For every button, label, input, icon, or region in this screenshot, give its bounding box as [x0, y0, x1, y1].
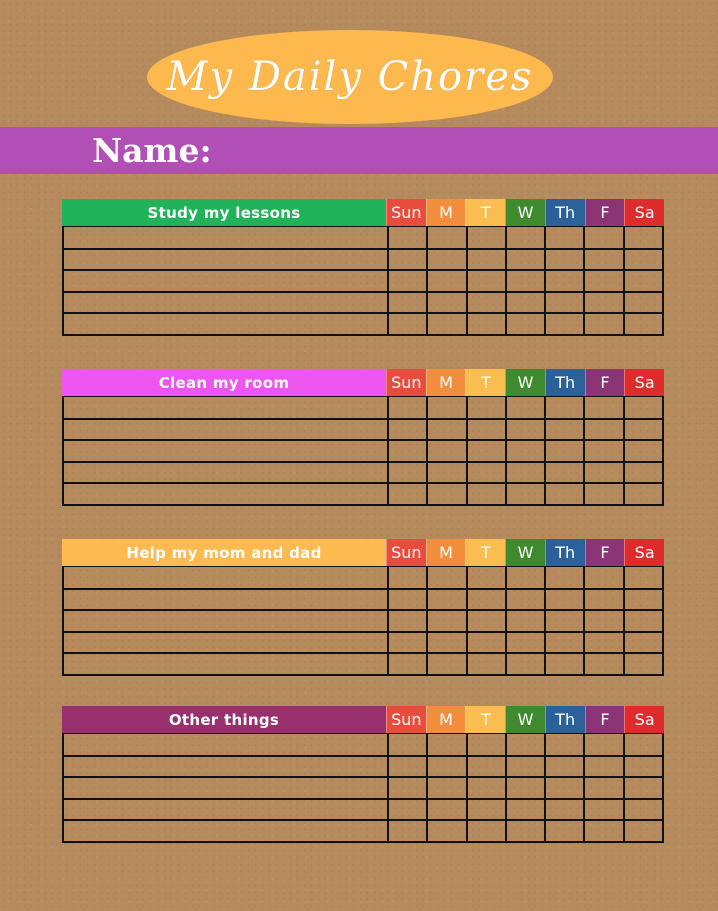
checkbox-cell[interactable] [426, 821, 465, 841]
checkbox-cell[interactable] [583, 397, 622, 418]
checkbox-cell[interactable] [387, 821, 426, 841]
checkbox-cell[interactable] [466, 611, 505, 631]
checkbox-cell[interactable] [426, 654, 465, 674]
day-header: W [505, 706, 545, 733]
checkbox-cell[interactable] [505, 271, 544, 291]
table-header [62, 369, 664, 396]
checkbox-cell[interactable] [583, 800, 622, 820]
title-oval [147, 30, 553, 124]
table-row [64, 439, 662, 461]
day-header: Sun [386, 539, 426, 566]
checkbox-cell[interactable] [583, 227, 622, 248]
chore-cell[interactable] [64, 463, 387, 483]
checkbox-cell[interactable] [583, 633, 622, 653]
checkbox-cell[interactable] [505, 441, 544, 461]
checkbox-cell[interactable] [623, 633, 662, 653]
checkbox-cell[interactable] [623, 227, 662, 248]
checkbox-cell[interactable] [426, 734, 465, 755]
table-row [64, 482, 662, 504]
checkbox-cell[interactable] [583, 757, 622, 777]
page-title: My Daily Chores [166, 54, 534, 100]
day-header: T [465, 199, 505, 226]
checkbox-cell[interactable] [466, 441, 505, 461]
category-label: Help my mom and dad [62, 539, 386, 566]
checkbox-cell[interactable] [623, 590, 662, 610]
chore-table [62, 369, 664, 506]
chore-grid [62, 396, 664, 506]
checkbox-cell[interactable] [583, 250, 622, 270]
checkbox-cell[interactable] [387, 441, 426, 461]
table-row [64, 776, 662, 798]
table-row [64, 733, 662, 755]
checkbox-cell[interactable] [466, 463, 505, 483]
day-header: Th [545, 706, 585, 733]
checkbox-cell[interactable] [583, 778, 622, 798]
checkbox-cell[interactable] [623, 463, 662, 483]
checkbox-cell[interactable] [544, 484, 583, 504]
checkbox-cell[interactable] [387, 397, 426, 418]
chore-cell[interactable] [64, 611, 387, 631]
checkbox-cell[interactable] [426, 567, 465, 588]
table-row [64, 566, 662, 588]
checkbox-cell[interactable] [544, 590, 583, 610]
chore-grid [62, 733, 664, 843]
checkbox-cell[interactable] [583, 441, 622, 461]
checkbox-cell[interactable] [387, 463, 426, 483]
category-label: Clean my room [62, 369, 386, 396]
checkbox-cell[interactable] [466, 800, 505, 820]
checkbox-cell[interactable] [544, 227, 583, 248]
checkbox-cell[interactable] [505, 484, 544, 504]
day-header: Sun [386, 706, 426, 733]
checkbox-cell[interactable] [623, 800, 662, 820]
checkbox-cell[interactable] [623, 484, 662, 504]
checkbox-cell[interactable] [623, 734, 662, 755]
checkbox-cell[interactable] [505, 397, 544, 418]
checkbox-cell[interactable] [466, 734, 505, 755]
table-header [62, 539, 664, 566]
chore-cell[interactable] [64, 420, 387, 440]
category-label: Other things [62, 706, 386, 733]
checkbox-cell[interactable] [466, 397, 505, 418]
checkbox-cell[interactable] [544, 633, 583, 653]
name-label: Name: [92, 131, 212, 170]
checkbox-cell[interactable] [623, 611, 662, 631]
chore-cell[interactable] [64, 633, 387, 653]
checkbox-cell[interactable] [426, 293, 465, 313]
checkbox-cell[interactable] [505, 293, 544, 313]
checkbox-cell[interactable] [623, 757, 662, 777]
checkbox-cell[interactable] [387, 800, 426, 820]
checkbox-cell[interactable] [466, 420, 505, 440]
table-row [64, 291, 662, 313]
checkbox-cell[interactable] [466, 271, 505, 291]
checkbox-cell[interactable] [583, 611, 622, 631]
checkbox-cell[interactable] [583, 314, 622, 334]
checkbox-cell[interactable] [426, 250, 465, 270]
checkbox-cell[interactable] [544, 463, 583, 483]
checkbox-cell[interactable] [583, 821, 622, 841]
checkbox-cell[interactable] [387, 250, 426, 270]
chore-table [62, 539, 664, 676]
checkbox-cell[interactable] [544, 654, 583, 674]
chore-table [62, 199, 664, 336]
name-bar [0, 127, 718, 174]
table-row [64, 461, 662, 483]
table-row [64, 269, 662, 291]
checkbox-cell[interactable] [505, 734, 544, 755]
checkbox-cell[interactable] [505, 227, 544, 248]
day-header: Sa [624, 706, 664, 733]
checkbox-cell[interactable] [466, 227, 505, 248]
checkbox-cell[interactable] [387, 611, 426, 631]
day-header: Sa [624, 369, 664, 396]
table-row [64, 226, 662, 248]
checkbox-cell[interactable] [505, 567, 544, 588]
table-row [64, 798, 662, 820]
checkbox-cell[interactable] [505, 314, 544, 334]
checkbox-cell[interactable] [544, 567, 583, 588]
checkbox-cell[interactable] [505, 633, 544, 653]
checkbox-cell[interactable] [623, 397, 662, 418]
day-header: T [465, 369, 505, 396]
checkbox-cell[interactable] [544, 420, 583, 440]
checkbox-cell[interactable] [583, 463, 622, 483]
day-header: F [585, 369, 625, 396]
checkbox-cell[interactable] [623, 654, 662, 674]
checkbox-cell[interactable] [387, 314, 426, 334]
checkbox-cell[interactable] [387, 271, 426, 291]
checkbox-cell[interactable] [426, 633, 465, 653]
checkbox-cell[interactable] [426, 441, 465, 461]
checkbox-cell[interactable] [623, 567, 662, 588]
chore-cell[interactable] [64, 441, 387, 461]
chore-cell[interactable] [64, 800, 387, 820]
checkbox-cell[interactable] [387, 757, 426, 777]
checkbox-cell[interactable] [426, 397, 465, 418]
chore-table [62, 706, 664, 843]
checkbox-cell[interactable] [387, 654, 426, 674]
checkbox-cell[interactable] [623, 778, 662, 798]
checkbox-cell[interactable] [387, 420, 426, 440]
checkbox-cell[interactable] [505, 250, 544, 270]
checkbox-cell[interactable] [466, 567, 505, 588]
day-header: M [426, 706, 466, 733]
checkbox-cell[interactable] [387, 590, 426, 610]
category-label: Study my lessons [62, 199, 386, 226]
checkbox-cell[interactable] [583, 734, 622, 755]
checkbox-cell[interactable] [466, 314, 505, 334]
checkbox-cell[interactable] [387, 734, 426, 755]
checkbox-cell[interactable] [583, 271, 622, 291]
day-header: F [585, 539, 625, 566]
checkbox-cell[interactable] [466, 633, 505, 653]
checkbox-cell[interactable] [544, 397, 583, 418]
chore-cell[interactable] [64, 293, 387, 313]
checkbox-cell[interactable] [466, 484, 505, 504]
day-header: W [505, 369, 545, 396]
checkbox-cell[interactable] [505, 778, 544, 798]
checkbox-cell[interactable] [623, 314, 662, 334]
checkbox-cell[interactable] [466, 293, 505, 313]
checkbox-cell[interactable] [387, 633, 426, 653]
checkbox-cell[interactable] [544, 778, 583, 798]
chore-cell[interactable] [64, 821, 387, 841]
chore-cell[interactable] [64, 778, 387, 798]
checkbox-cell[interactable] [466, 590, 505, 610]
checkbox-cell[interactable] [466, 250, 505, 270]
table-row [64, 312, 662, 334]
table-row [64, 755, 662, 777]
checkbox-cell[interactable] [505, 821, 544, 841]
checkbox-cell[interactable] [583, 567, 622, 588]
checkbox-cell[interactable] [623, 250, 662, 270]
table-header [62, 199, 664, 226]
table-header [62, 706, 664, 733]
checkbox-cell[interactable] [583, 654, 622, 674]
day-header: Sa [624, 199, 664, 226]
checkbox-cell[interactable] [583, 590, 622, 610]
checkbox-cell[interactable] [544, 293, 583, 313]
checkbox-cell[interactable] [583, 484, 622, 504]
checkbox-cell[interactable] [426, 800, 465, 820]
checkbox-cell[interactable] [505, 590, 544, 610]
checkbox-cell[interactable] [505, 654, 544, 674]
day-header: W [505, 539, 545, 566]
checkbox-cell[interactable] [505, 611, 544, 631]
checkbox-cell[interactable] [623, 271, 662, 291]
checkbox-cell[interactable] [426, 757, 465, 777]
checkbox-cell[interactable] [544, 734, 583, 755]
chore-cell[interactable] [64, 567, 387, 588]
day-header: F [585, 706, 625, 733]
checkbox-cell[interactable] [583, 293, 622, 313]
checkbox-cell[interactable] [544, 441, 583, 461]
checkbox-cell[interactable] [466, 757, 505, 777]
checkbox-cell[interactable] [426, 463, 465, 483]
checkbox-cell[interactable] [505, 757, 544, 777]
checkbox-cell[interactable] [623, 293, 662, 313]
table-row [64, 588, 662, 610]
checkbox-cell[interactable] [544, 314, 583, 334]
day-header: F [585, 199, 625, 226]
chore-cell[interactable] [64, 654, 387, 674]
checkbox-cell[interactable] [426, 314, 465, 334]
day-header: Sun [386, 369, 426, 396]
checkbox-cell[interactable] [505, 463, 544, 483]
day-header: Sun [386, 199, 426, 226]
day-header: M [426, 199, 466, 226]
table-row [64, 248, 662, 270]
checkbox-cell[interactable] [544, 271, 583, 291]
checkbox-cell[interactable] [505, 420, 544, 440]
chore-cell[interactable] [64, 757, 387, 777]
chore-cell[interactable] [64, 590, 387, 610]
checkbox-cell[interactable] [387, 778, 426, 798]
checkbox-cell[interactable] [466, 821, 505, 841]
chore-cell[interactable] [64, 250, 387, 270]
chore-cell[interactable] [64, 227, 387, 248]
chore-cell[interactable] [64, 271, 387, 291]
checkbox-cell[interactable] [544, 757, 583, 777]
chore-cell[interactable] [64, 734, 387, 755]
checkbox-cell[interactable] [466, 654, 505, 674]
checkbox-cell[interactable] [387, 227, 426, 248]
checkbox-cell[interactable] [583, 420, 622, 440]
checkbox-cell[interactable] [544, 800, 583, 820]
checkbox-cell[interactable] [623, 420, 662, 440]
checkbox-cell[interactable] [426, 420, 465, 440]
checkbox-cell[interactable] [544, 250, 583, 270]
checkbox-cell[interactable] [387, 484, 426, 504]
day-header: Th [545, 539, 585, 566]
chore-cell[interactable] [64, 397, 387, 418]
chore-cell[interactable] [64, 484, 387, 504]
day-header: T [465, 706, 505, 733]
day-header: M [426, 539, 466, 566]
table-row [64, 652, 662, 674]
chore-grid [62, 226, 664, 336]
table-row [64, 418, 662, 440]
checkbox-cell[interactable] [505, 800, 544, 820]
chore-cell[interactable] [64, 314, 387, 334]
day-header: Sa [624, 539, 664, 566]
day-header: M [426, 369, 466, 396]
table-row [64, 609, 662, 631]
checkbox-cell[interactable] [387, 293, 426, 313]
day-header: T [465, 539, 505, 566]
checkbox-cell[interactable] [544, 821, 583, 841]
day-header: Th [545, 369, 585, 396]
checkbox-cell[interactable] [426, 271, 465, 291]
checkbox-cell[interactable] [426, 590, 465, 610]
table-row [64, 631, 662, 653]
chore-grid [62, 566, 664, 676]
checkbox-cell[interactable] [466, 778, 505, 798]
checkbox-cell[interactable] [623, 821, 662, 841]
table-row [64, 819, 662, 841]
checkbox-cell[interactable] [544, 611, 583, 631]
day-header: Th [545, 199, 585, 226]
checkbox-cell[interactable] [426, 227, 465, 248]
table-row [64, 396, 662, 418]
checkbox-cell[interactable] [426, 484, 465, 504]
checkbox-cell[interactable] [387, 567, 426, 588]
day-header: W [505, 199, 545, 226]
checkbox-cell[interactable] [426, 611, 465, 631]
checkbox-cell[interactable] [426, 778, 465, 798]
checkbox-cell[interactable] [623, 441, 662, 461]
